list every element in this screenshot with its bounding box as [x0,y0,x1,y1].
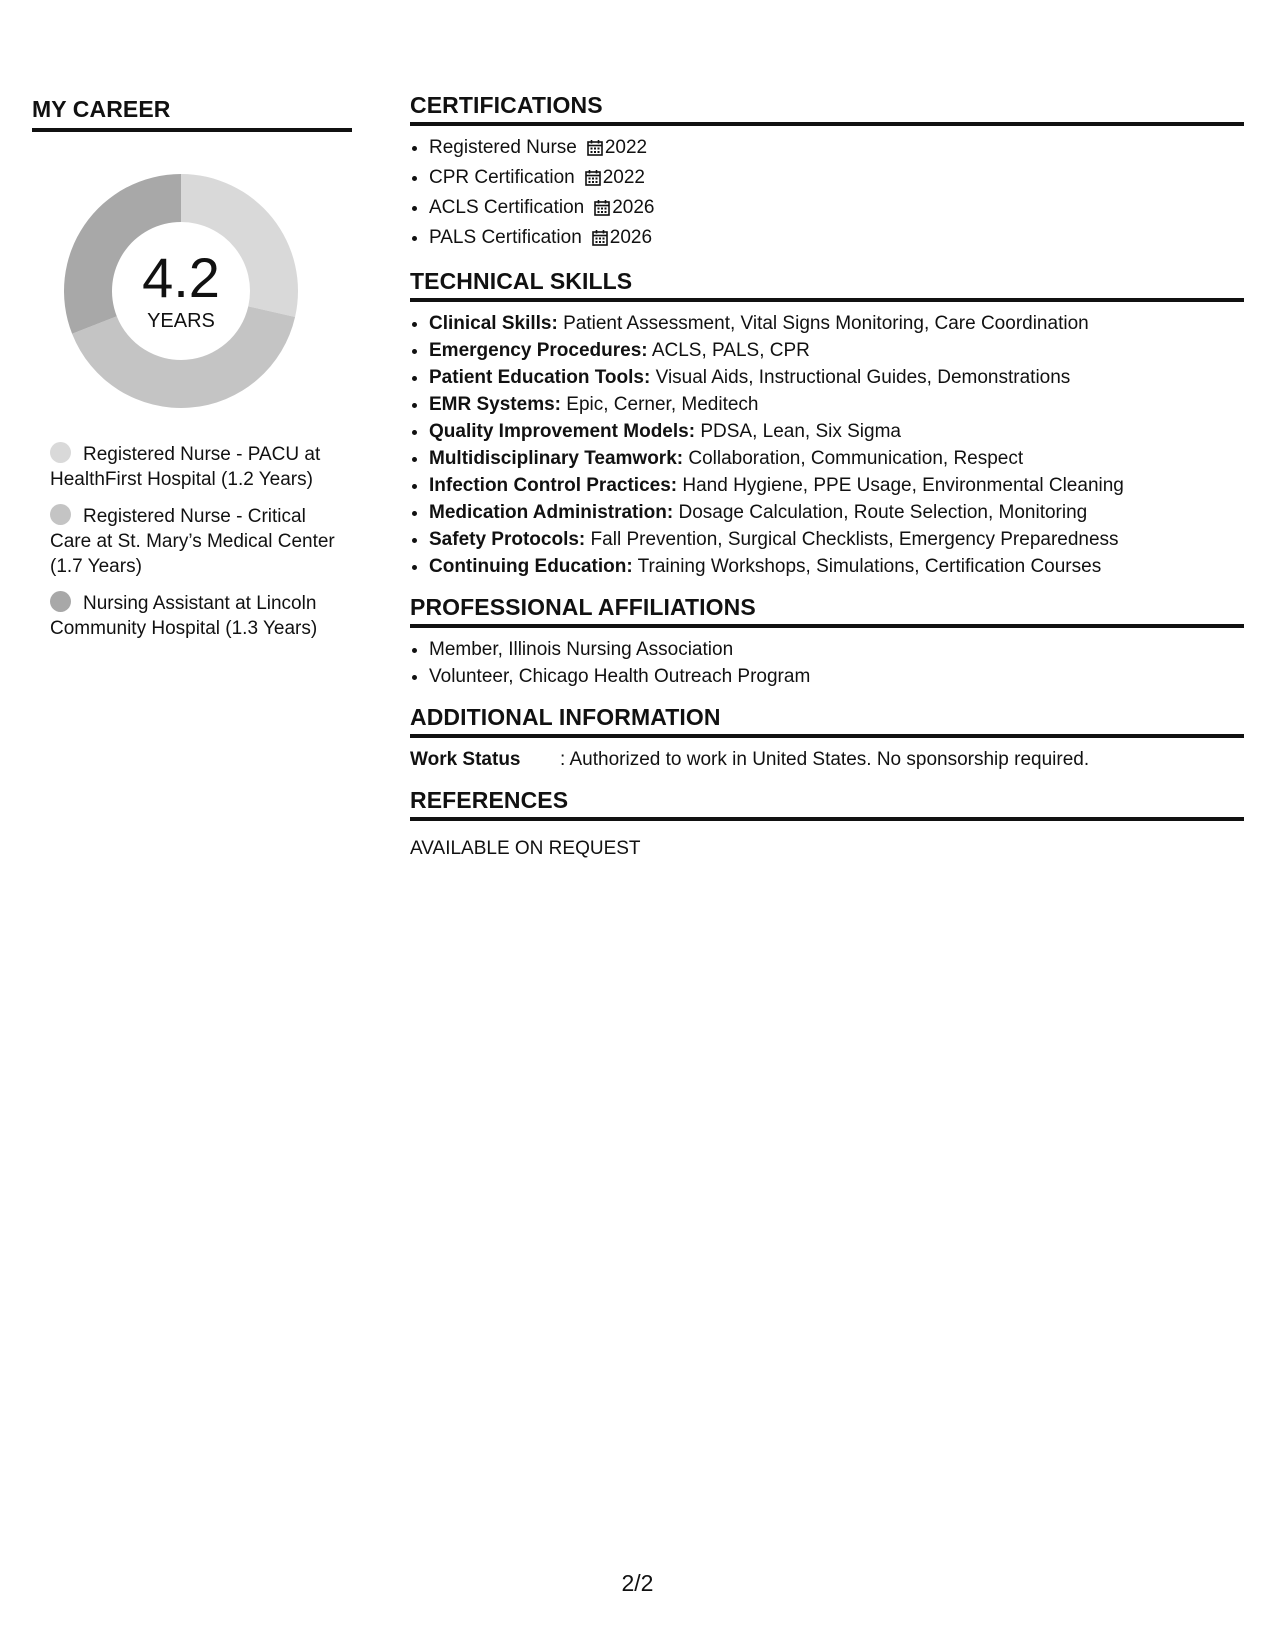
skill-label: EMR Systems: [429,394,561,415]
work-status-value: : Authorized to work in United States. No sponsorship required. [560,749,1090,770]
skill-item [429,418,1244,445]
certification-name: ACLS Certification [429,197,585,218]
skills-heading: TECHNICAL SKILLS [410,268,1244,302]
affiliations-heading: PROFESSIONAL AFFILIATIONS [410,594,1244,628]
calendar-icon [585,167,601,194]
career-legend-label: Registered Nurse - Critical Care at St. Mary’s Medical Center (1.7 Years) [50,506,335,577]
skill-item [429,391,1244,418]
skill-item [429,310,1244,337]
skill-label: Continuing Education: [429,556,633,577]
legend-dot-icon [50,504,71,525]
skill-label: Multidisciplinary Teamwork: [429,448,684,469]
career-total-years: 4.2 [142,245,220,309]
career-legend-item [50,591,350,641]
certification-year: 2026 [612,197,655,218]
certification-name: CPR Certification [429,167,575,188]
career-column [32,96,352,653]
affiliations-list [410,636,1244,690]
skill-value: Fall Prevention, Surgical Checklists, Emergency Preparedness [590,529,1119,550]
career-legend-item [50,504,350,579]
affiliation-item: • Member, Illinois Nursing Association [429,636,1244,663]
certification-year: 2026 [609,227,653,248]
page-number: 2/2 [621,1570,654,1596]
certification-item [429,194,1244,224]
skill-item [429,364,1244,391]
calendar-icon [587,137,603,164]
affiliations-section [410,594,1244,690]
calendar-icon [594,197,610,224]
skill-value: Patient Assessment, Vital Signs Monitoring, Care Coordination [563,313,1089,334]
certifications-section [410,92,1244,254]
skill-value: Visual Aids, Instructional Guides, Demonstrations [655,367,1071,388]
legend-dot-icon [50,442,71,463]
skill-label: Medication Administration: [429,502,674,523]
skill-item [429,472,1244,499]
certification-item [429,134,1244,164]
calendar-icon [592,227,608,254]
skill-value: Epic, Cerner, Meditech [566,394,759,415]
skills-list [410,310,1244,580]
skill-value: Training Workshops, Simulations, Certification Courses [637,556,1102,577]
additional-info-section [410,704,1244,773]
skill-value: ACLS, PALS, CPR [651,340,810,361]
skill-item [429,445,1244,472]
certification-year: 2022 [602,167,645,188]
skill-item [429,337,1244,364]
certifications-list [410,134,1244,254]
references-text: AVAILABLE ON REQUEST [410,838,641,859]
certification-item [429,224,1244,254]
certification-name: Registered Nurse [429,137,577,158]
legend-dot-icon [50,591,71,612]
skill-value: Dosage Calculation, Route Selection, Monitoring [678,502,1088,523]
career-legend [50,442,350,641]
career-heading: MY CAREER [32,96,352,132]
main-column [410,92,1244,862]
work-status-label: Work Status [410,749,521,770]
certification-year: 2022 [604,137,648,158]
career-donut-center [56,166,306,416]
skill-value: PDSA, Lean, Six Sigma [700,421,901,442]
career-donut-chart [56,166,306,416]
certifications-heading: CERTIFICATIONS [410,92,1244,126]
skill-label: Emergency Procedures: [429,340,648,361]
work-status-row [410,746,1244,773]
skill-item [429,553,1244,580]
references-section [410,787,1244,862]
career-legend-label: Registered Nurse - PACU at HealthFirst Hospital (1.2 Years) [50,444,321,490]
skill-item [429,499,1244,526]
skill-item [429,526,1244,553]
certification-name: PALS Certification [429,227,582,248]
skill-label: Safety Protocols: [429,529,586,550]
skill-label: Clinical Skills: [429,313,558,334]
skill-label: Patient Education Tools: [429,367,651,388]
skills-section [410,268,1244,580]
career-total-unit: YEARS [147,309,215,332]
references-heading: REFERENCES [410,787,1244,821]
skill-value: Hand Hygiene, PPE Usage, Environmental Cleaning [682,475,1124,496]
additional-info-heading: ADDITIONAL INFORMATION [410,704,1244,738]
certification-item [429,164,1244,194]
skill-label: Quality Improvement Models: [429,421,696,442]
skill-value: Collaboration, Communication, Respect [688,448,1024,469]
career-legend-item [50,442,350,492]
affiliation-item: • Volunteer, Chicago Health Outreach Program [429,663,1244,690]
skill-label: Infection Control Practices: [429,475,678,496]
career-legend-label: Nursing Assistant at Lincoln Community Hospital (1.3 Years) [50,593,318,639]
